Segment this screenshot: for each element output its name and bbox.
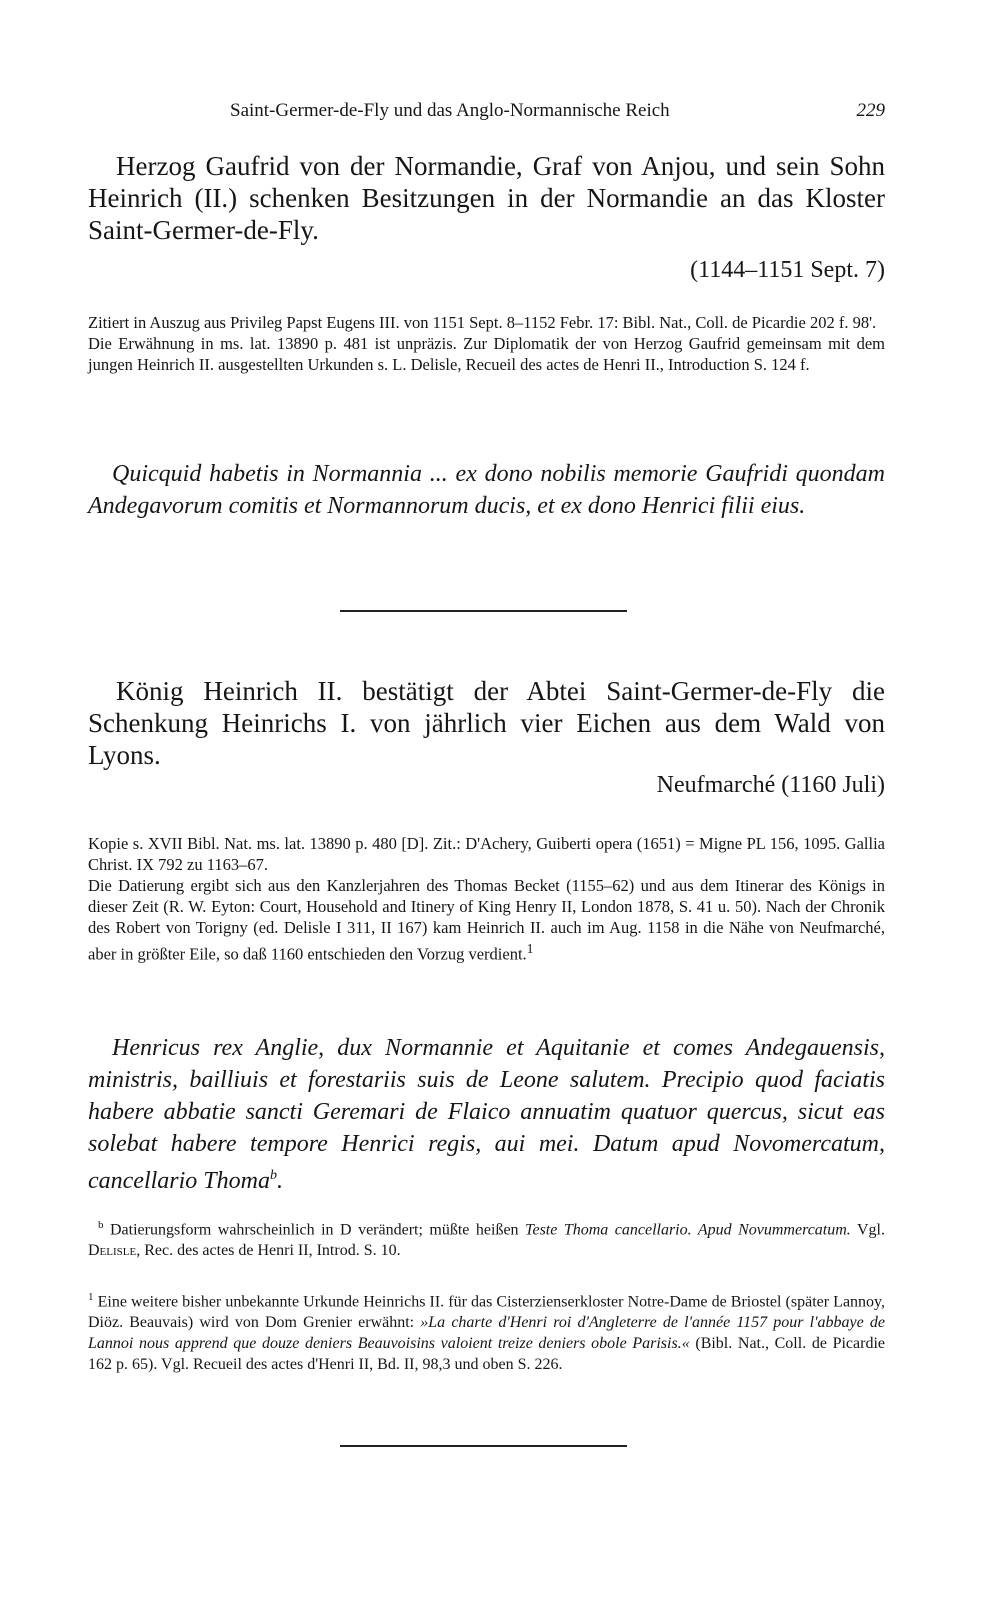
footnote-1-quote: »La charte d'Henri roi d'Angleterre de l'année 1157 pour l'abbaye de Lannoi nous apprend que douze deniers Beauvoisins valoient treize deniers obole Parisis.« — [88, 1314, 885, 1353]
section-divider — [340, 610, 627, 612]
entry2-title: König Heinrich II. bestätigt der Abtei Saint-Germer-de-Fly die Schenkung Heinrichs I. von jährlich vier Eichen aus dem Wald von Lyons. — [88, 676, 885, 770]
bottom-divider — [340, 1445, 627, 1447]
footnote-b-marker: b — [98, 1219, 104, 1231]
entry1-title: Herzog Gaufrid von der Normandie, Graf von Anjou, und sein Sohn Heinrich (II.) schenken Besitzungen in der Normandie an das Kloster Saint-Germer-de-Fly. — [88, 151, 885, 245]
entry1-note-1: Zitiert in Auszug aus Privileg Papst Eugens III. von 1151 Sept. 8–1152 Febr. 17: Bibl. Nat., Coll. de Picardie 202 f. 98'. — [88, 313, 877, 332]
running-title: Saint-Germer-de-Fly und das Anglo-Normannische Reich — [230, 100, 670, 121]
entry2-note-2 — [88, 875, 885, 965]
footnote-b-author: Delisle — [88, 1242, 137, 1260]
page-header — [230, 100, 885, 128]
footnote-b-text-b: Vgl. — [850, 1221, 885, 1239]
entry2-latin-text: Henricus rex Anglie, dux Normannie et Aquitanie et comes Andegauensis, ministris, bailliuis et forestariis suis de Leone salutem. Precipio quod faciatis habere abbatie sancti Geremari de Flaico annuatim quatuor quercus, sicut eas solebat habere tempore Henrici regis, aui mei. Datum apud Novomercatum, cancellario Thoma$^b$. — [88, 1035, 885, 1194]
entry1-date: (1144–1151 Sept. 7) — [690, 257, 885, 283]
footnote-1-marker: 1 — [88, 1291, 94, 1303]
entry2-note-2-text: Die Datierung ergibt sich aus den Kanzlerjahren des Thomas Becket (1155–62) und aus dem Itinerar des Königs in dieser Zeit (R. W. Eyton: Court, Household and Itinery of King Henry II, London 1878, S. 41 u. 50). Nach der Chronik des Robert von Torigny (ed. Delisle I 311, II 167) kam Heinrich II. auch im Aug. 1158 in die Nähe von Neufmarché, aber in größter Eile, so daß 1160 entschieden den Vorzug verdient. — [88, 876, 885, 964]
entry1-latin-text: Quicquid habetis in Normannia ... ex dono nobilis memorie Gaufridi quondam Andegavorum comitis et Normannorum ducis, et ex dono Henrici filii eius. — [88, 461, 885, 519]
footnote-b — [88, 1215, 885, 1261]
entry2-date: Neufmarché (1160 Juli) — [656, 772, 885, 798]
footnote-b-text-c: , Rec. des actes de Henri II, Introd. S. 10. — [136, 1242, 401, 1260]
entry2-latin-body: Henricus rex Anglie, dux Normannie et Aquitanie et comes Andegauensis, ministris, bailliuis et forestariis suis de Leone salutem. Precipio quod faciatis habere abbatie sancti Geremari de Flaico annuatim quatuor quercus, sicut eas solebat habere tempore Henrici regis, aui mei. Datum apud Novomercatum, cancellario Thoma — [88, 1035, 885, 1194]
page-number: 229 — [856, 100, 885, 121]
entry1-note-2: Die Erwähnung in ms. lat. 13890 p. 481 ist unpräzis. Zur Diplomatik der von Herzog Gaufrid gemeinsam mit dem jungen Heinrich II. ausgestellten Urkunden s. L. Delisle, Recueil des actes de Henri II., Introduction S. 124 f. — [88, 334, 885, 374]
footnote-b-italic: Teste Thoma cancellario. Apud Novummercatum. — [525, 1221, 851, 1239]
entry2-note-1: Kopie s. XVII Bibl. Nat. ms. lat. 13890 p. 480 [D]. Zit.: D'Achery, Guiberti opera (1651) = Migne PL 156, 1095. Gallia Christ. IX 792 zu 1163–67. — [88, 834, 885, 874]
entry2-notes — [88, 833, 885, 965]
entry1-notes — [88, 312, 885, 375]
footnote-1-ref: 1 — [526, 941, 534, 956]
footnote-b-ref: b — [269, 1168, 277, 1183]
footnote-1-text-a: Eine weitere bisher unbekannte Urkunde Heinrichs II. für das Cisterzienserkloster Notre-Dame de Briostel (später Lannoy, Diöz. Beauvais) wird von Dom Grenier erwähnt: — [88, 1293, 886, 1332]
footnote-b-text-a: Datierungsform wahrscheinlich in D verändert; müßte heißen — [109, 1221, 526, 1239]
footnote-1-text-b: (Bibl. Nat., Coll. de Picardie 162 p. 65). Vgl. Recueil des actes d'Henri II, Bd. II, 98,3 und oben S. 226. — [88, 1335, 886, 1374]
footnote-1 — [88, 1287, 885, 1375]
